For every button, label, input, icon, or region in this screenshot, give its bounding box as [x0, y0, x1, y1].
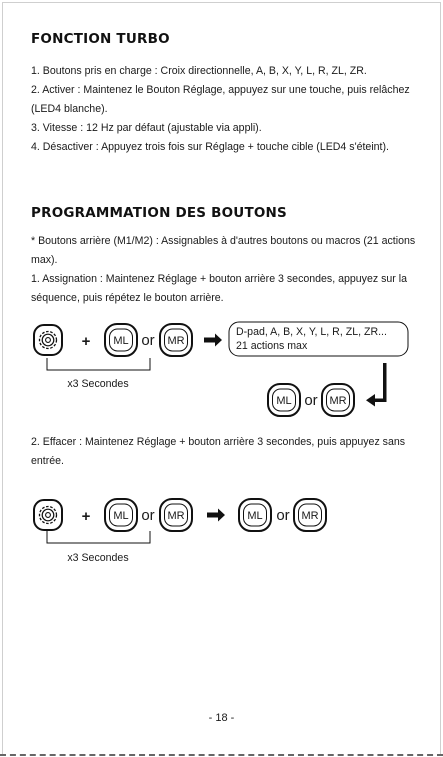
turbo-step-3: 3. Vitesse : 12 Hz par défaut (ajustable via appli).	[31, 122, 262, 134]
mr-button-label: MR	[329, 395, 347, 407]
or-label: or	[276, 507, 290, 524]
ml-button-label: ML	[113, 335, 129, 347]
ml-button-label: ML	[247, 510, 263, 522]
ml-button	[268, 384, 300, 416]
turbo-step-1: 1. Boutons pris en charge : Croix directionnelle, A, B, X, Y, L, R, ZL, ZR.	[31, 65, 367, 77]
or-label: or	[141, 332, 155, 349]
mr-button-label: MR	[167, 335, 185, 347]
turbo-step-2: 2. Activer : Maintenez le Bouton Réglage, appuyez sur une touche, puis relâchez (LED4 blanche).	[31, 84, 410, 115]
sequence-line-2: 21 actions max	[236, 340, 308, 352]
assign-diagram	[34, 322, 408, 416]
hold-label: x3 Secondes	[67, 552, 129, 564]
mr-button-label: MR	[301, 510, 319, 522]
or-label: or	[141, 507, 155, 524]
gear-icon	[34, 325, 62, 355]
return-arrow-icon	[366, 363, 387, 407]
sequence-box	[229, 322, 408, 356]
programming-step-1: 1. Assignation : Maintenez Réglage + bouton arrière 3 secondes, appuyez sur la séquence, puis répétez le bouton arrière.	[31, 273, 408, 304]
ml-button	[105, 499, 137, 531]
mr-button	[294, 499, 326, 531]
programming-intro: * Boutons arrière (M1/M2) : Assignables à d'autres boutons ou macros (21 actions max).	[31, 235, 416, 266]
hold-label: x3 Secondes	[67, 378, 129, 390]
hold-bracket	[47, 358, 150, 370]
sequence-line-1: D-pad, A, B, X, Y, L, R, ZL, ZR...	[236, 326, 387, 338]
plus-sign: +	[81, 508, 91, 525]
turbo-title: FONCTION TURBO	[31, 31, 170, 47]
mr-button	[322, 384, 354, 416]
mr-button	[160, 324, 192, 356]
gear-icon	[34, 500, 62, 530]
ml-button-label: ML	[276, 395, 292, 407]
mr-button-label: MR	[167, 510, 185, 522]
ml-button	[105, 324, 137, 356]
programming-step-2: 2. Effacer : Maintenez Réglage + bouton arrière 3 secondes, puis appuyez sans entrée.	[31, 436, 406, 467]
programming-title: PROGRAMMATION DES BOUTONS	[31, 205, 287, 221]
plus-sign: +	[81, 333, 91, 350]
right-arrow-icon	[204, 334, 222, 347]
right-arrow-icon	[207, 509, 225, 522]
page-number: - 18 -	[208, 712, 235, 724]
clear-diagram	[34, 499, 326, 564]
bottom-rule	[0, 754, 443, 756]
ml-button	[239, 499, 271, 531]
turbo-step-4: 4. Désactiver : Appuyez trois fois sur Réglage + touche cible (LED4 s'éteint).	[31, 141, 389, 153]
hold-bracket	[47, 531, 150, 543]
ml-button-label: ML	[113, 510, 129, 522]
mr-button	[160, 499, 192, 531]
or-label: or	[304, 392, 318, 409]
